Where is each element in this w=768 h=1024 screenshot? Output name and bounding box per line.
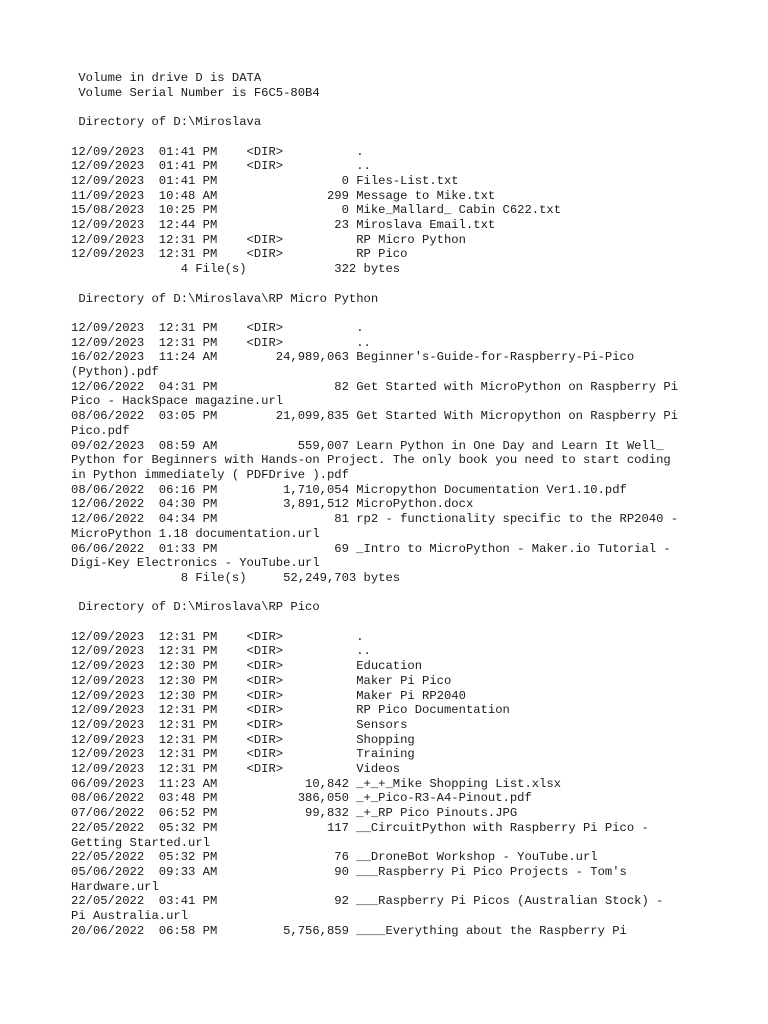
listing-line: 12/09/2023 12:31 PM <DIR> Shopping [71, 732, 415, 747]
listing-line: 08/06/2022 03:48 PM 386,050 _+_Pico-R3-A4-Pinout.pdf [71, 791, 532, 806]
listing-line: 12/06/2022 04:30 PM 3,891,512 MicroPython.docx [71, 497, 474, 512]
listing-line: 4 File(s) 322 bytes [71, 262, 401, 277]
listing-line: Directory of D:\Miroslava [71, 115, 262, 130]
listing-line: 06/06/2022 01:33 PM 69 _Intro to MicroPython - Maker.io Tutorial - [71, 541, 671, 556]
listing-line: Pi Australia.url [71, 909, 189, 924]
listing-line: 12/09/2023 12:30 PM <DIR> Education [71, 659, 423, 674]
listing-line: 12/06/2022 04:31 PM 82 Get Started with MicroPython on Raspberry Pi [71, 379, 679, 394]
listing-line: 12/09/2023 12:31 PM <DIR> RP Micro Python [71, 232, 466, 247]
listing-line: 07/06/2022 06:52 PM 99,832 _+_RP Pico Pinouts.JPG [71, 806, 518, 821]
listing-line: 12/09/2023 12:31 PM <DIR> . [71, 320, 364, 335]
listing-line: 12/09/2023 12:31 PM <DIR> .. [71, 644, 371, 659]
listing-line [71, 586, 761, 601]
listing-line: 05/06/2022 09:33 AM 90 ___Raspberry Pi Pico Projects - Tom's [71, 864, 627, 879]
listing-line: Directory of D:\Miroslava\RP Pico [71, 600, 320, 615]
listing-line [71, 615, 761, 630]
listing-line: Pico.pdf [71, 423, 130, 438]
listing-line [71, 130, 761, 145]
listing-line: 16/02/2023 11:24 AM 24,989,063 Beginner's-Guide-for-Raspberry-Pi-Pico [71, 350, 635, 365]
listing-line: (Python).pdf [71, 365, 159, 380]
listing-line [71, 277, 761, 292]
listing-line: 22/05/2022 05:32 PM 117 __CircuitPython with Raspberry Pi Pico - [71, 820, 649, 835]
listing-line: in Python immediately ( PDFDrive ).pdf [71, 467, 349, 482]
listing-line: Hardware.url [71, 879, 159, 894]
listing-line: 12/09/2023 12:31 PM <DIR> .. [71, 335, 371, 350]
listing-line: 12/09/2023 01:41 PM 0 Files-List.txt [71, 173, 459, 188]
listing-line: Getting Started.url [71, 835, 210, 850]
listing-line: 12/09/2023 12:31 PM <DIR> Training [71, 747, 415, 762]
listing-line: Python for Beginners with Hands-on Project. The only book you need to start coding [71, 453, 671, 468]
listing-line: 11/09/2023 10:48 AM 299 Message to Mike.txt [71, 188, 496, 203]
listing-line [71, 306, 761, 321]
listing-line: 20/06/2022 06:58 PM 5,756,859 ____Everything about the Raspberry Pi [71, 923, 627, 938]
listing-line: 12/09/2023 12:31 PM <DIR> . [71, 629, 364, 644]
directory-listing [71, 71, 761, 938]
listing-line: 08/06/2022 06:16 PM 1,710,054 Micropython Documentation Ver1.10.pdf [71, 482, 627, 497]
listing-line: 12/09/2023 12:30 PM <DIR> Maker Pi Pico [71, 673, 452, 688]
listing-line: 12/09/2023 12:31 PM <DIR> Sensors [71, 717, 408, 732]
listing-line: 8 File(s) 52,249,703 bytes [71, 570, 401, 585]
listing-line: Directory of D:\Miroslava\RP Micro Python [71, 291, 379, 306]
listing-line: MicroPython 1.18 documentation.url [71, 526, 320, 541]
listing-line: Volume in drive D is DATA [71, 71, 262, 85]
listing-line: 12/06/2022 04:34 PM 81 rp2 - functionality specific to the RP2040 - [71, 512, 679, 527]
listing-line: Digi-Key Electronics - YouTube.url [71, 556, 320, 571]
listing-line: 12/09/2023 12:30 PM <DIR> Maker Pi RP2040 [71, 688, 466, 703]
listing-line: 08/06/2022 03:05 PM 21,099,835 Get Started With Micropython on Raspberry Pi [71, 409, 679, 424]
listing-line: 12/09/2023 12:31 PM <DIR> RP Pico Documentation [71, 703, 510, 718]
listing-line: 12/09/2023 01:41 PM <DIR> . [71, 144, 364, 159]
listing-line: 12/09/2023 01:41 PM <DIR> .. [71, 159, 371, 174]
listing-line: 12/09/2023 12:44 PM 23 Miroslava Email.txt [71, 218, 496, 233]
listing-line: 22/05/2022 03:41 PM 92 ___Raspberry Pi Picos (Australian Stock) - [71, 894, 664, 909]
listing-line: Volume Serial Number is F6C5-80B4 [71, 85, 320, 100]
listing-line: 06/09/2023 11:23 AM 10,842 _+_+_Mike Shopping List.xlsx [71, 776, 562, 791]
listing-line: 22/05/2022 05:32 PM 76 __DroneBot Workshop - YouTube.url [71, 850, 598, 865]
listing-line [71, 100, 761, 115]
listing-line: 12/09/2023 12:31 PM <DIR> RP Pico [71, 247, 408, 262]
listing-line: 09/02/2023 08:59 AM 559,007 Learn Python in One Day and Learn It Well_ [71, 438, 664, 453]
listing-line: Pico - HackSpace magazine.url [71, 394, 284, 409]
listing-line: 12/09/2023 12:31 PM <DIR> Videos [71, 762, 401, 777]
listing-line: 15/08/2023 10:25 PM 0 Mike_Mallard_ Cabin C622.txt [71, 203, 562, 218]
